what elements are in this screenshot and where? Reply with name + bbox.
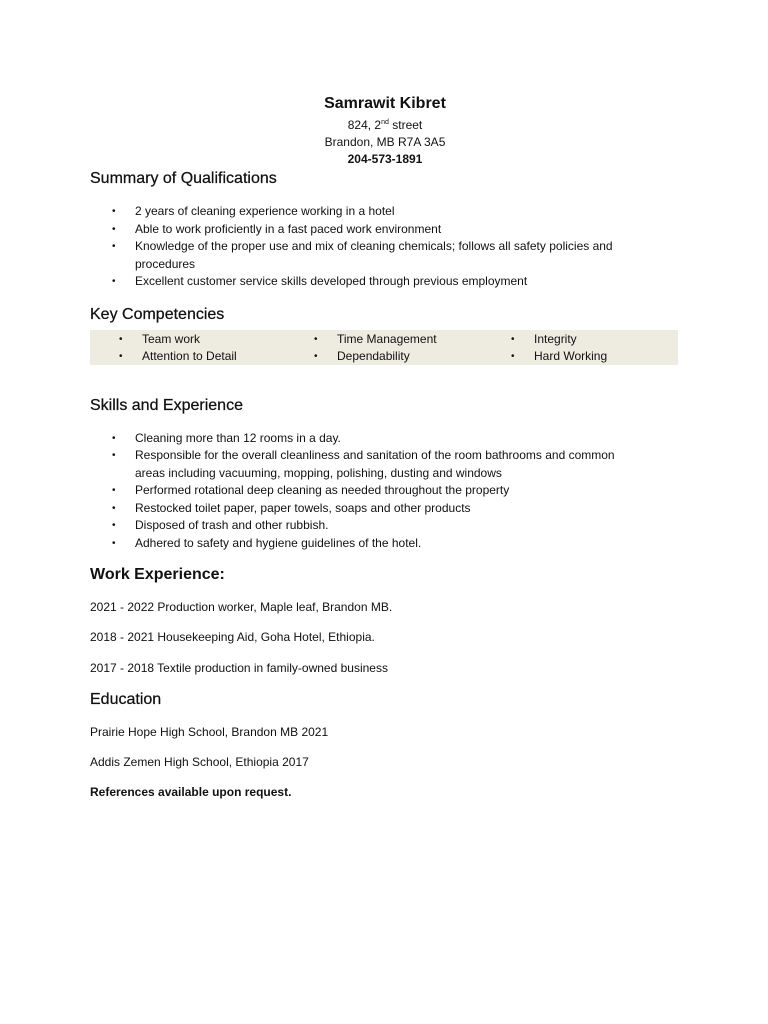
competencies-table <box>90 330 678 365</box>
bullet-icon: • <box>112 450 116 461</box>
bullet-icon: • <box>314 350 318 362</box>
education-title: Education <box>90 691 162 708</box>
competency-item: • Team work <box>119 331 201 346</box>
bullet-icon: • <box>112 223 116 235</box>
address-number: 824, 2 <box>347 118 382 132</box>
bullet-icon: • <box>112 537 116 549</box>
competency-item: • Dependability <box>314 348 410 363</box>
skills-title: Skills and Experience <box>90 396 243 414</box>
list-item-continuation: procedures <box>135 256 196 271</box>
references-note: References available upon request. <box>90 785 292 799</box>
bullet-icon: • <box>112 276 116 287</box>
summary-list <box>90 203 680 291</box>
work-entry: 2021 - 2022 Production worker, Maple leaf, Brandon MB. <box>90 600 393 614</box>
competency-item: • Attention to Detail <box>119 348 237 363</box>
bullet-icon: • <box>112 520 116 531</box>
bullet-icon: • <box>511 333 515 345</box>
address-ordinal: nd <box>381 119 389 126</box>
skills-list <box>90 430 680 553</box>
bullet-icon: • <box>511 350 515 362</box>
list-item: • Cleaning more than 12 rooms in a day. <box>90 430 680 448</box>
candidate-name: Samrawit Kibret <box>324 95 446 112</box>
education-entry: Prairie Hope High School, Brandon MB 2021 <box>90 725 329 739</box>
competency-item: • Integrity <box>511 331 577 346</box>
bullet-icon: • <box>112 432 116 444</box>
street-address <box>90 117 680 134</box>
competencies-title: Key Competencies <box>90 305 225 323</box>
resume-page <box>90 94 680 801</box>
list-item: • Excellent customer service skills developed through previous employment <box>90 273 680 291</box>
bullet-icon: • <box>119 333 123 345</box>
competency-column-1 <box>118 331 237 365</box>
competency-item: • Hard Working <box>511 348 608 363</box>
resume-header <box>90 94 680 168</box>
summary-title: Summary of Qualifications <box>90 170 277 187</box>
bullet-icon: • <box>112 241 116 252</box>
work-entry: 2018 - 2021 Housekeeping Aid, Goha Hotel, Ethiopia. <box>90 630 375 644</box>
list-item: • 2 years of cleaning experience working in a hotel <box>90 203 680 221</box>
competency-column-2 <box>313 331 437 365</box>
city-line: Brandon, MB R7A 3A5 <box>324 135 446 149</box>
address-street: street <box>388 118 423 132</box>
bullet-icon: • <box>112 502 116 514</box>
competency-item: • Time Management <box>314 331 437 346</box>
phone-number: 204-573-1891 <box>347 152 423 166</box>
list-item: • Performed rotational deep cleaning as needed throughout the property <box>90 482 680 500</box>
list-item: • Responsible for the overall cleanliness and sanitation of the room bathrooms and common <box>90 447 680 465</box>
competency-column-3 <box>510 331 607 365</box>
list-item-continuation: areas including vacuuming, mopping, polishing, dusting and windows <box>135 465 502 480</box>
work-experience-title: Work Experience: <box>90 566 225 583</box>
list-item: • Disposed of trash and other rubbish. <box>90 517 680 535</box>
list-item: • Able to work proficiently in a fast paced work environment <box>90 221 680 239</box>
bullet-icon: • <box>112 206 116 217</box>
education-entry: Addis Zemen High School, Ethiopia 2017 <box>90 755 309 769</box>
bullet-icon: • <box>314 333 318 345</box>
list-item: • Restocked toilet paper, paper towels, soaps and other products <box>90 500 680 518</box>
bullet-icon: • <box>119 350 123 362</box>
work-entry: 2017 - 2018 Textile production in family-owned business <box>90 661 388 675</box>
list-item: • Adhered to safety and hygiene guidelines of the hotel. <box>90 535 680 553</box>
list-item: • Knowledge of the proper use and mix of cleaning chemicals; follows all safety policies and <box>90 238 680 256</box>
bullet-icon: • <box>112 485 116 496</box>
